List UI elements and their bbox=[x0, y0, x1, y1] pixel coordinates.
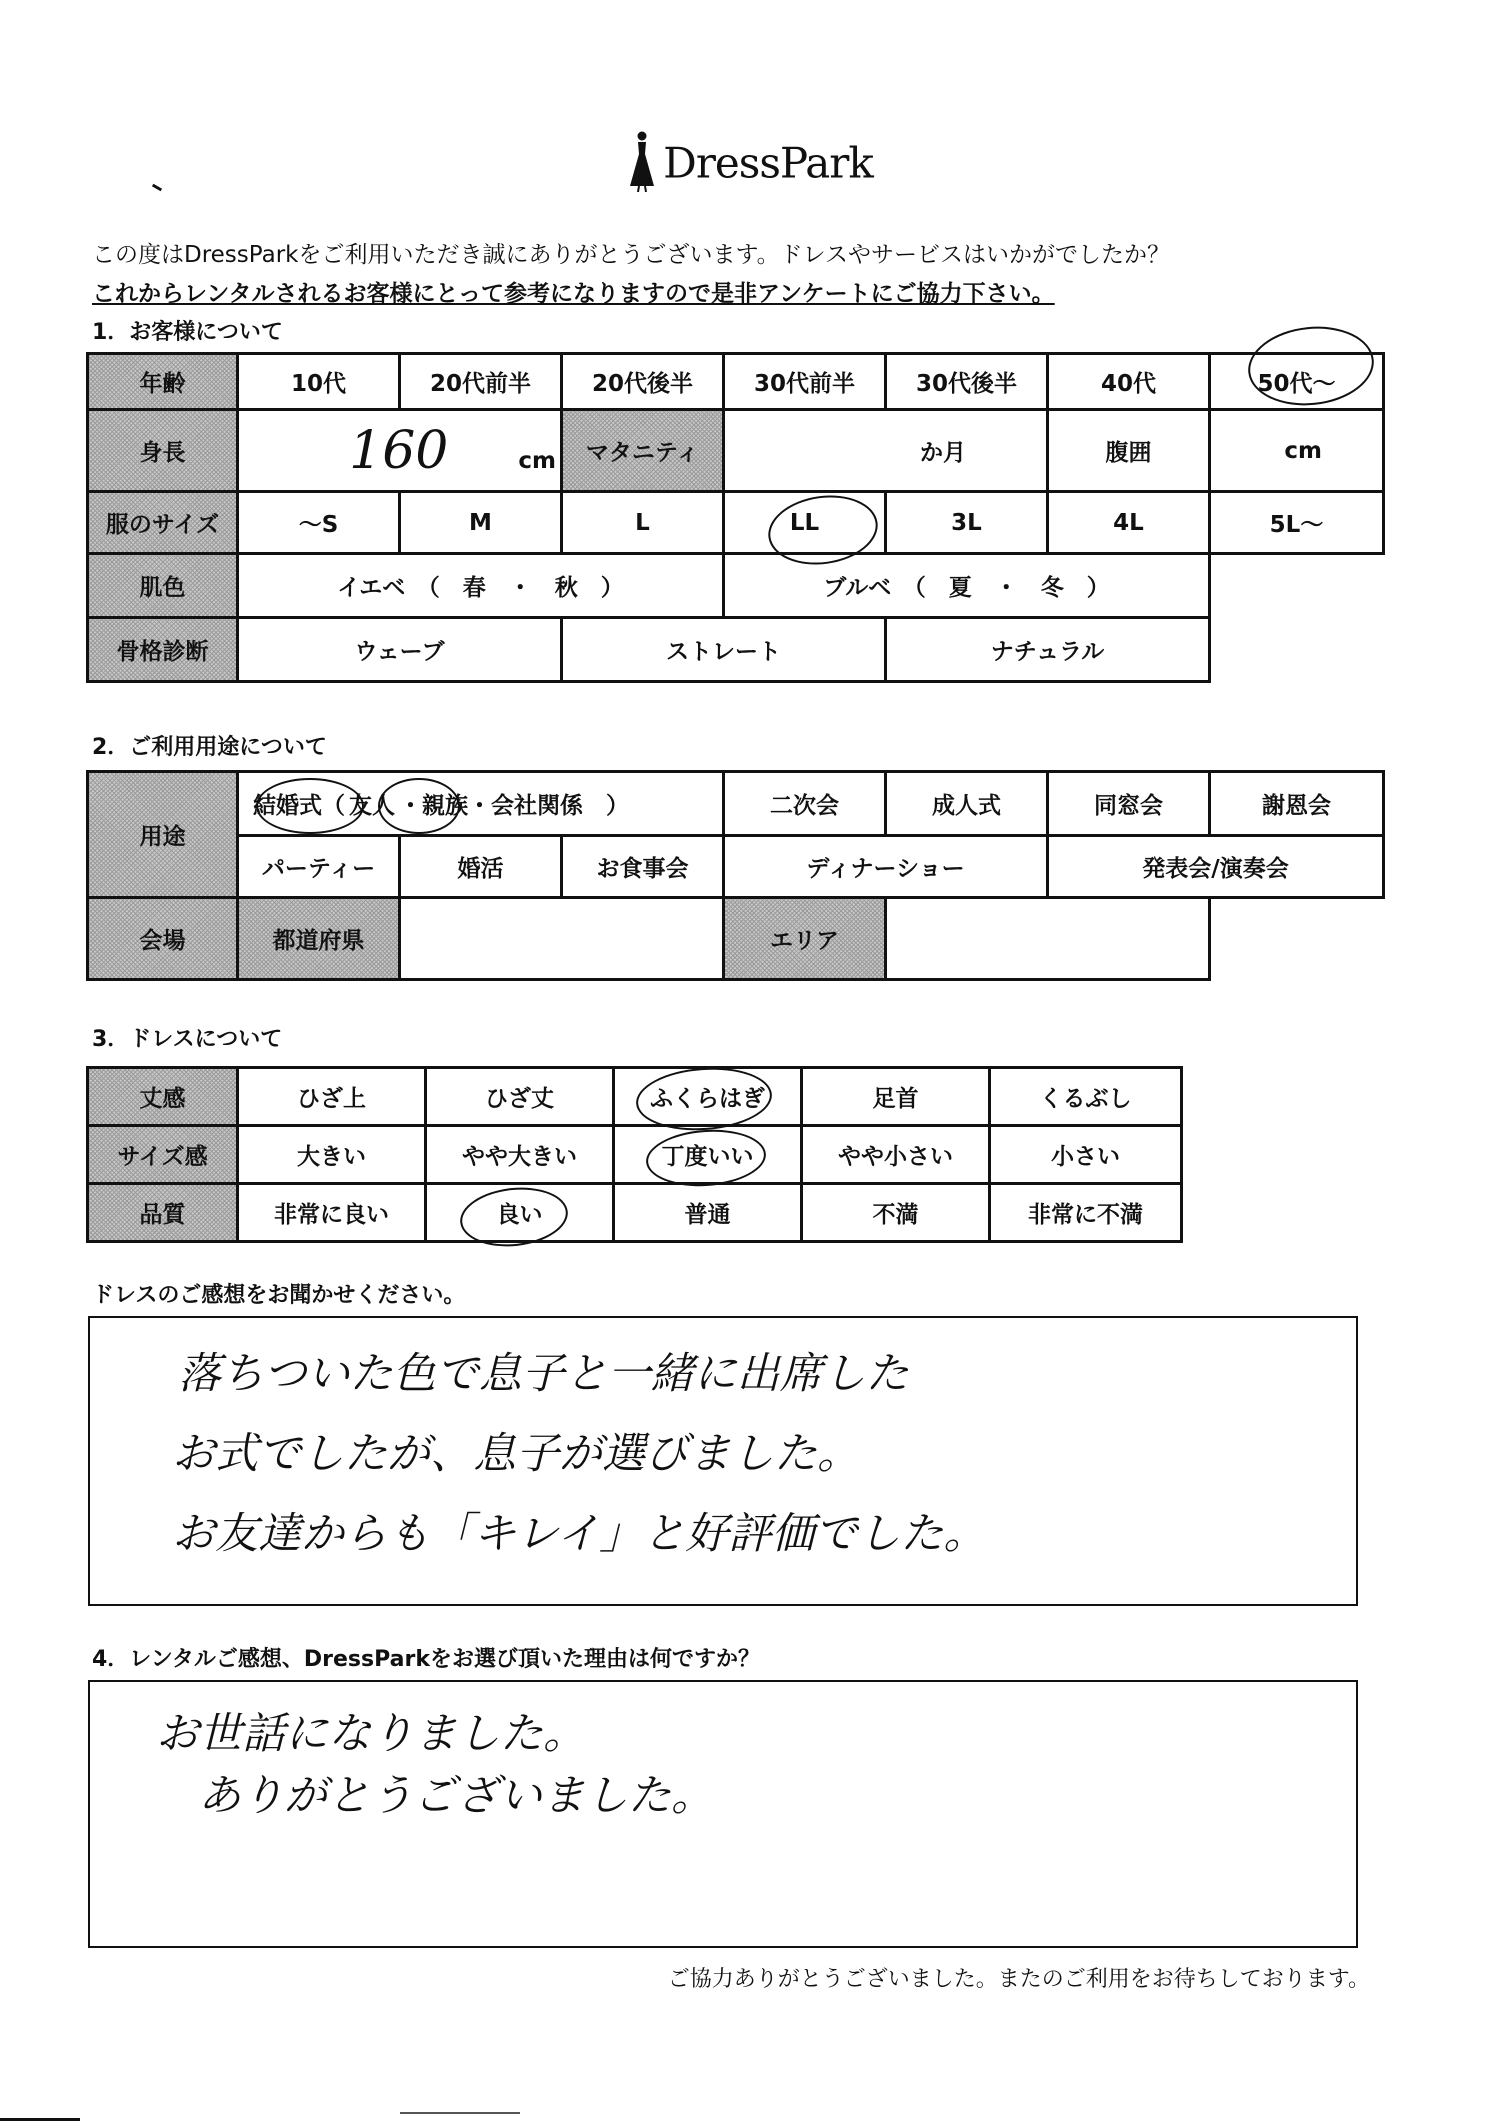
quality-option[interactable]: 普通 bbox=[614, 1184, 802, 1242]
fit-option[interactable]: やや大きい bbox=[426, 1126, 614, 1184]
area-input[interactable] bbox=[886, 898, 1210, 980]
size-option-selected[interactable]: LL bbox=[724, 492, 886, 554]
intro-line-1: この度はDressParkをご利用いただき誠にありがとうございます。ドレスやサービスはいかがでしたか？ bbox=[92, 242, 1170, 268]
reason-line: ありがとうございました。 bbox=[198, 1771, 714, 1821]
brand-name: DressPark bbox=[663, 138, 873, 188]
empty-cell bbox=[1210, 554, 1384, 618]
height-cell[interactable] bbox=[238, 410, 562, 492]
prefecture-label: 都道府県 bbox=[238, 898, 400, 980]
impression-line: お式でしたが、息子が選びました。 bbox=[172, 1429, 860, 1479]
impressions-prompt: ドレスのご感想をお聞かせください。 bbox=[92, 1283, 466, 1308]
age-option[interactable]: 20代後半 bbox=[562, 354, 724, 410]
customer-table bbox=[86, 352, 1385, 683]
fit-label: サイズ感 bbox=[88, 1126, 238, 1184]
dress-table bbox=[86, 1066, 1183, 1243]
purpose-option[interactable]: お食事会 bbox=[562, 836, 724, 898]
size-option[interactable]: 4L bbox=[1048, 492, 1210, 554]
height-label: 身長 bbox=[88, 410, 238, 492]
venue-label: 会場 bbox=[88, 898, 238, 980]
brand-logo bbox=[0, 130, 1500, 196]
size-label: 服のサイズ bbox=[88, 492, 238, 554]
length-option[interactable]: くるぶし bbox=[990, 1068, 1182, 1126]
section2-title: 2．ご利用用途について bbox=[92, 735, 327, 760]
frame-option[interactable]: ストレート bbox=[562, 618, 886, 682]
empty-cell bbox=[1210, 618, 1384, 682]
reason-line: お世話になりました。 bbox=[156, 1709, 586, 1759]
footer-thanks: ご協力ありがとうございました。またのご利用をお待ちしております。 bbox=[667, 1967, 1370, 1992]
intro-line-2: これからレンタルされるお客様にとって参考になりますので是非アンケートにご協力下さい。 bbox=[92, 281, 1055, 307]
age-option-selected[interactable]: 50代～ bbox=[1210, 354, 1384, 410]
quality-option-selected[interactable]: 良い bbox=[426, 1184, 614, 1242]
wedding-relations: ・親族・会社関係 ） bbox=[399, 793, 629, 819]
wedding-label: 結婚式（ bbox=[253, 793, 345, 819]
size-option[interactable]: ～S bbox=[238, 492, 400, 554]
quality-option[interactable]: 非常に良い bbox=[238, 1184, 426, 1242]
impression-line: 落ちついた色で息子と一緒に出席した bbox=[178, 1349, 909, 1399]
quality-option[interactable]: 不満 bbox=[802, 1184, 990, 1242]
length-option[interactable]: ひざ上 bbox=[238, 1068, 426, 1126]
friend-label: 友人 bbox=[349, 793, 395, 819]
skin-option-yellow[interactable]: イエベ （ 春 ・ 秋 ） bbox=[238, 554, 724, 618]
prefecture-input[interactable] bbox=[400, 898, 724, 980]
dress-figure-icon bbox=[627, 130, 657, 196]
fit-option[interactable]: 大きい bbox=[238, 1126, 426, 1184]
purpose-option[interactable]: パーティー bbox=[238, 836, 400, 898]
age-option[interactable]: 40代 bbox=[1048, 354, 1210, 410]
size-option[interactable]: L bbox=[562, 492, 724, 554]
skin-label: 肌色 bbox=[88, 554, 238, 618]
purpose-option[interactable]: 成人式 bbox=[886, 772, 1048, 836]
fit-option[interactable]: やや小さい bbox=[802, 1126, 990, 1184]
maternity-label: マタニティ bbox=[562, 410, 724, 492]
skin-option-blue[interactable]: ブルベ （ 夏 ・ 冬 ） bbox=[724, 554, 1210, 618]
impression-line: お友達からも「キレイ」と好評価でした。 bbox=[172, 1509, 987, 1559]
area-label: エリア bbox=[724, 898, 886, 980]
selection-circle bbox=[256, 778, 364, 834]
size-option[interactable]: 3L bbox=[886, 492, 1048, 554]
quality-label: 品質 bbox=[88, 1184, 238, 1242]
fit-option[interactable]: 小さい bbox=[990, 1126, 1182, 1184]
waist-unit[interactable]: cm bbox=[1210, 410, 1384, 492]
length-label: 丈感 bbox=[88, 1068, 238, 1126]
frame-option[interactable]: ウェーブ bbox=[238, 618, 562, 682]
frame-label: 骨格診断 bbox=[88, 618, 238, 682]
waist-label: 腹囲 bbox=[1048, 410, 1210, 492]
section1-title: 1．お客様について bbox=[92, 320, 283, 345]
age-option[interactable]: 20代前半 bbox=[400, 354, 562, 410]
height-value: 160 bbox=[349, 420, 449, 481]
scan-edge bbox=[0, 2118, 80, 2121]
length-option-selected[interactable]: ふくらはぎ bbox=[614, 1068, 802, 1126]
empty-cell bbox=[1210, 898, 1384, 980]
frame-option[interactable]: ナチュラル bbox=[886, 618, 1210, 682]
quality-option[interactable]: 非常に不満 bbox=[990, 1184, 1182, 1242]
age-option[interactable]: 30代前半 bbox=[724, 354, 886, 410]
length-option[interactable]: 足首 bbox=[802, 1068, 990, 1126]
purpose-option[interactable]: ディナーショー bbox=[724, 836, 1048, 898]
age-label: 年齢 bbox=[88, 354, 238, 410]
selection-circle bbox=[378, 778, 460, 834]
purpose-option[interactable]: 発表会/演奏会 bbox=[1048, 836, 1384, 898]
age-option[interactable]: 30代後半 bbox=[886, 354, 1048, 410]
purpose-option[interactable]: 二次会 bbox=[724, 772, 886, 836]
scan-edge bbox=[400, 2112, 520, 2114]
section3-title: 3．ドレスについて bbox=[92, 1027, 283, 1052]
section4-title: 4．レンタルご感想、DressParkをお選び頂いた理由は何ですか？ bbox=[92, 1647, 760, 1672]
size-option[interactable]: M bbox=[400, 492, 562, 554]
maternity-months[interactable]: か月 bbox=[724, 410, 1048, 492]
height-unit: cm bbox=[518, 447, 556, 474]
purpose-label: 用途 bbox=[88, 772, 238, 898]
length-option[interactable]: ひざ丈 bbox=[426, 1068, 614, 1126]
purpose-option[interactable]: 婚活 bbox=[400, 836, 562, 898]
age-option[interactable]: 10代 bbox=[238, 354, 400, 410]
size-option[interactable]: 5L～ bbox=[1210, 492, 1384, 554]
purpose-option[interactable]: 同窓会 bbox=[1048, 772, 1210, 836]
fit-option-selected[interactable]: 丁度いい bbox=[614, 1126, 802, 1184]
purpose-option[interactable]: 謝恩会 bbox=[1210, 772, 1384, 836]
